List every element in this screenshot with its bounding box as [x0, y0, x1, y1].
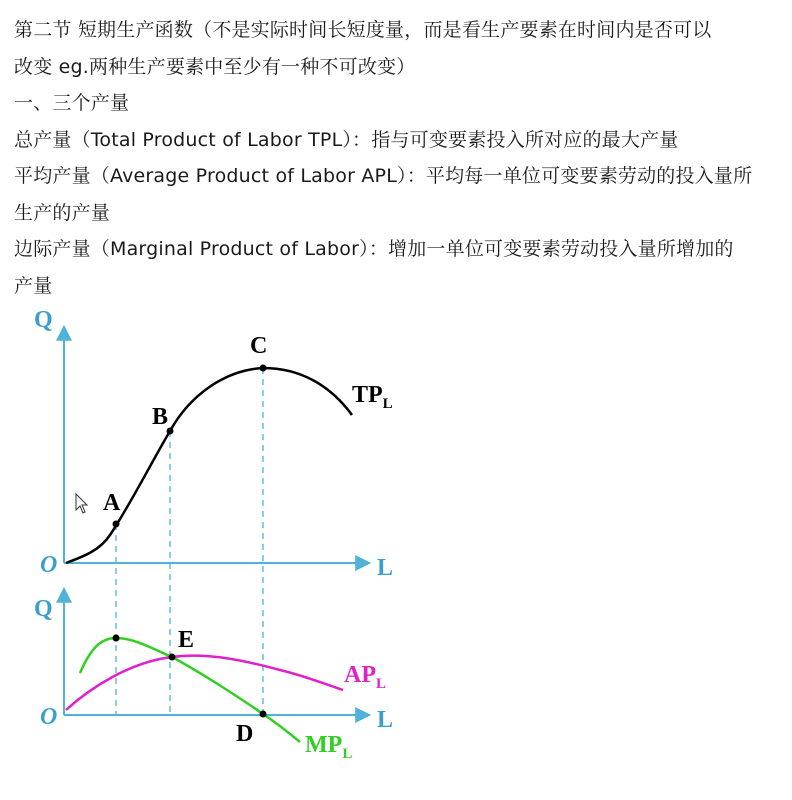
point-d-label: D — [236, 721, 254, 747]
tp-curve-label: $TP_L$ — [352, 382, 393, 412]
mp-max-marker — [113, 635, 120, 642]
mp-curve — [80, 638, 300, 742]
top-origin-label: O — [40, 552, 58, 578]
top-y-axis-label: Q — [34, 307, 53, 333]
point-c-label: C — [250, 333, 268, 359]
apl-definition-line-1: 平均产量（Average Product of Labor APL）：平均每一单位可变要素劳动的投入量所 — [14, 165, 753, 187]
point-b-label: B — [152, 404, 169, 430]
bottom-y-axis-label: Q — [34, 596, 53, 622]
ap-curve-label: $AP_L$ — [344, 662, 387, 692]
mouse-pointer-icon — [76, 494, 87, 513]
mp-curve-label: $MP_L$ — [305, 732, 353, 762]
subsection-heading: 一、三个产量 — [14, 92, 130, 114]
point-a-label: A — [103, 490, 121, 516]
top-x-axis-label: L — [377, 555, 394, 581]
ap-curve — [66, 656, 343, 710]
point-e-marker — [169, 654, 176, 661]
tpl-definition: 总产量（Total Product of Labor TPL）：指与可变要素投入所对应的最大产量 — [14, 128, 679, 151]
point-e-label: E — [178, 627, 195, 653]
point-c-marker — [260, 365, 267, 372]
bottom-origin-label: O — [40, 704, 58, 730]
bottom-x-axis-label: L — [377, 707, 394, 733]
mpl-definition-line-2: 产量 — [14, 274, 53, 297]
top-chart — [34, 307, 393, 715]
tp-curve — [66, 368, 352, 563]
point-d-marker — [260, 711, 267, 718]
section-title-line-2: 改变 eg.两种生产要素中至少有一种不可改变） — [14, 55, 416, 78]
point-a-marker — [113, 521, 120, 528]
mpl-definition-line-1: 边际产量（Marginal Product of Labor）：增加一单位可变要素劳动投入量所增加的 — [14, 238, 734, 260]
apl-definition-line-2: 生产的产量 — [14, 201, 111, 224]
bottom-chart — [34, 590, 393, 762]
section-title-line-1: 第二节 短期生产函数（不是实际时间长短度量，而是看生产要素在时间内是否可以 — [14, 19, 712, 41]
